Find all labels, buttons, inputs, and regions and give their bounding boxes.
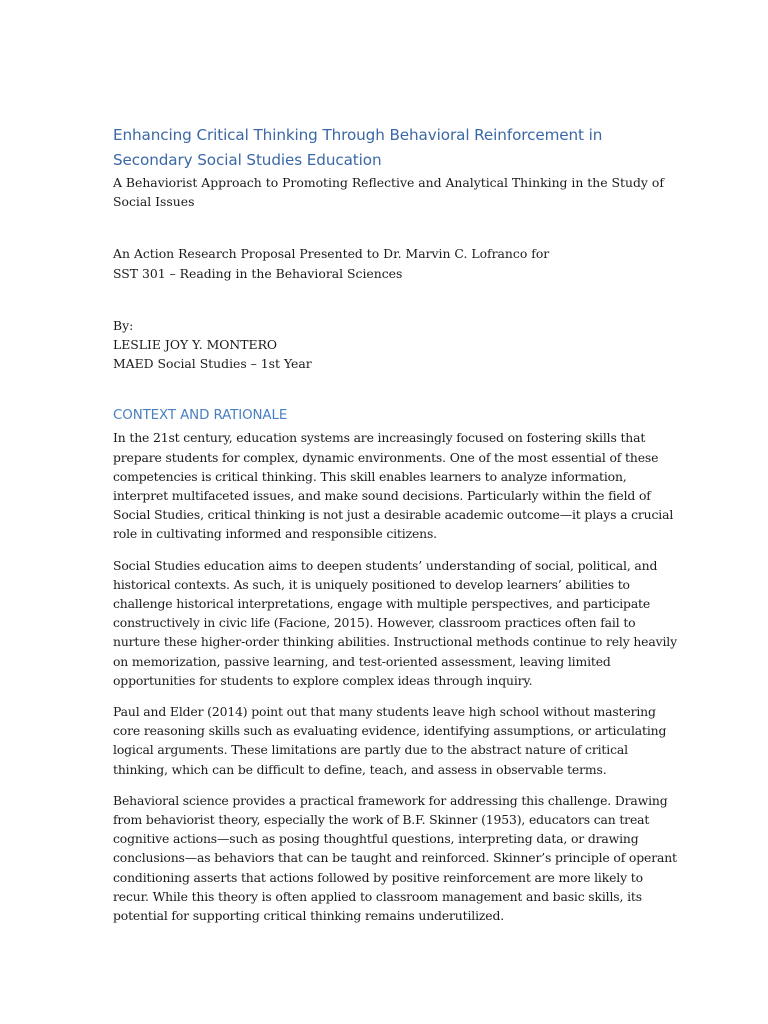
subtitle-line: Social Issues: [113, 194, 195, 210]
paragraph-line: potential for supporting critical thinking remains underutilized.: [113, 908, 505, 924]
paragraph-line: prepare students for complex, dynamic environments. One of the most essential of these: [113, 449, 659, 465]
paragraph-line: competencies is critical thinking. This skill enables learners to analyze information,: [113, 468, 627, 484]
paragraph-line: Paul and Elder (2014) point out that many students leave high school without mastering: [113, 704, 656, 720]
document-page: [113, 122, 677, 937]
proposal-statement: [113, 244, 658, 282]
paragraph-line: interpret multifaceted issues, and make sound decisions. Particularly within the field of: [113, 488, 651, 504]
paragraph-line: In the 21st century, education systems are increasingly focused on fostering skills that: [113, 430, 646, 446]
paragraph-line: opportunities for students to explore complex ideas through inquiry.: [113, 672, 533, 688]
body-paragraph: [113, 791, 677, 925]
paragraph-line: cognitive actions—such as posing thoughtful questions, interpreting data, or drawing: [113, 831, 639, 847]
proposal-line: An Action Research Proposal Presented to Dr. Marvin C. Lofranco for: [113, 246, 550, 262]
paragraph-line: nurture these higher-order thinking abilities. Instructional methods continue to rely heavily: [113, 634, 677, 650]
paragraph-line: role in cultivating informed and responsible citizens.: [113, 526, 437, 542]
body-paragraph: [113, 556, 677, 690]
paragraph-line: challenge historical interpretations, engage with multiple perspectives, and participate: [113, 596, 651, 612]
title-line: Secondary Social Studies Education: [113, 151, 382, 169]
subtitle-line: A Behaviorist Approach to Promoting Reflective and Analytical Thinking in the Study of: [113, 175, 664, 190]
section-body: [113, 428, 677, 925]
paragraph-line: conclusions—as behaviors that can be taught and reinforced. Skinner’s principle of operant: [113, 850, 677, 866]
proposal-line: SST 301 – Reading in the Behavioral Sciences: [113, 265, 403, 281]
paragraph-line: on memorization, passive learning, and test-oriented assessment, leaving limited: [113, 653, 611, 669]
paragraph-line: core reasoning skills such as evaluating evidence, identifying assumptions, or articulating: [113, 723, 667, 739]
author-name: LESLIE JOY Y. MONTERO: [113, 337, 278, 353]
paragraph-line: recur. While this theory is often applied to classroom management and basic skills, its: [113, 888, 642, 904]
author-program: MAED Social Studies – 1st Year: [113, 356, 312, 372]
paragraph-line: Behavioral science provides a practical framework for addressing this challenge. Drawing: [113, 792, 668, 808]
paragraph-line: from behaviorist theory, especially the work of B.F. Skinner (1953), educators can treat: [113, 812, 650, 828]
title-line: Enhancing Critical Thinking Through Behavioral Reinforcement in: [113, 126, 603, 144]
paragraph-line: Social Studies education aims to deepen students’ understanding of social, political, and: [113, 557, 658, 573]
paragraph-line: Social Studies, critical thinking is not just a desirable academic outcome—it plays a crucial: [113, 507, 674, 523]
document-subtitle: [113, 173, 664, 211]
paragraph-line: constructively in civic life (Facione, 2015). However, classroom practices often fail to: [113, 615, 636, 631]
author-block: [113, 316, 658, 374]
document-title: [113, 122, 658, 173]
paragraph-line: thinking, which can be difficult to define, teach, and assess in observable terms.: [113, 761, 607, 777]
paragraph-line: logical arguments. These limitations are partly due to the abstract nature of critical: [113, 742, 628, 758]
body-paragraph: [113, 428, 674, 543]
body-paragraph: [113, 702, 667, 779]
by-label: By:: [113, 317, 134, 333]
section-heading: CONTEXT AND RATIONALE: [113, 408, 288, 424]
paragraph-line: historical contexts. As such, it is uniquely positioned to develop learners’ abilities to: [113, 576, 630, 592]
paragraph-line: conditioning asserts that actions followed by positive reinforcement are more likely to: [113, 869, 643, 885]
